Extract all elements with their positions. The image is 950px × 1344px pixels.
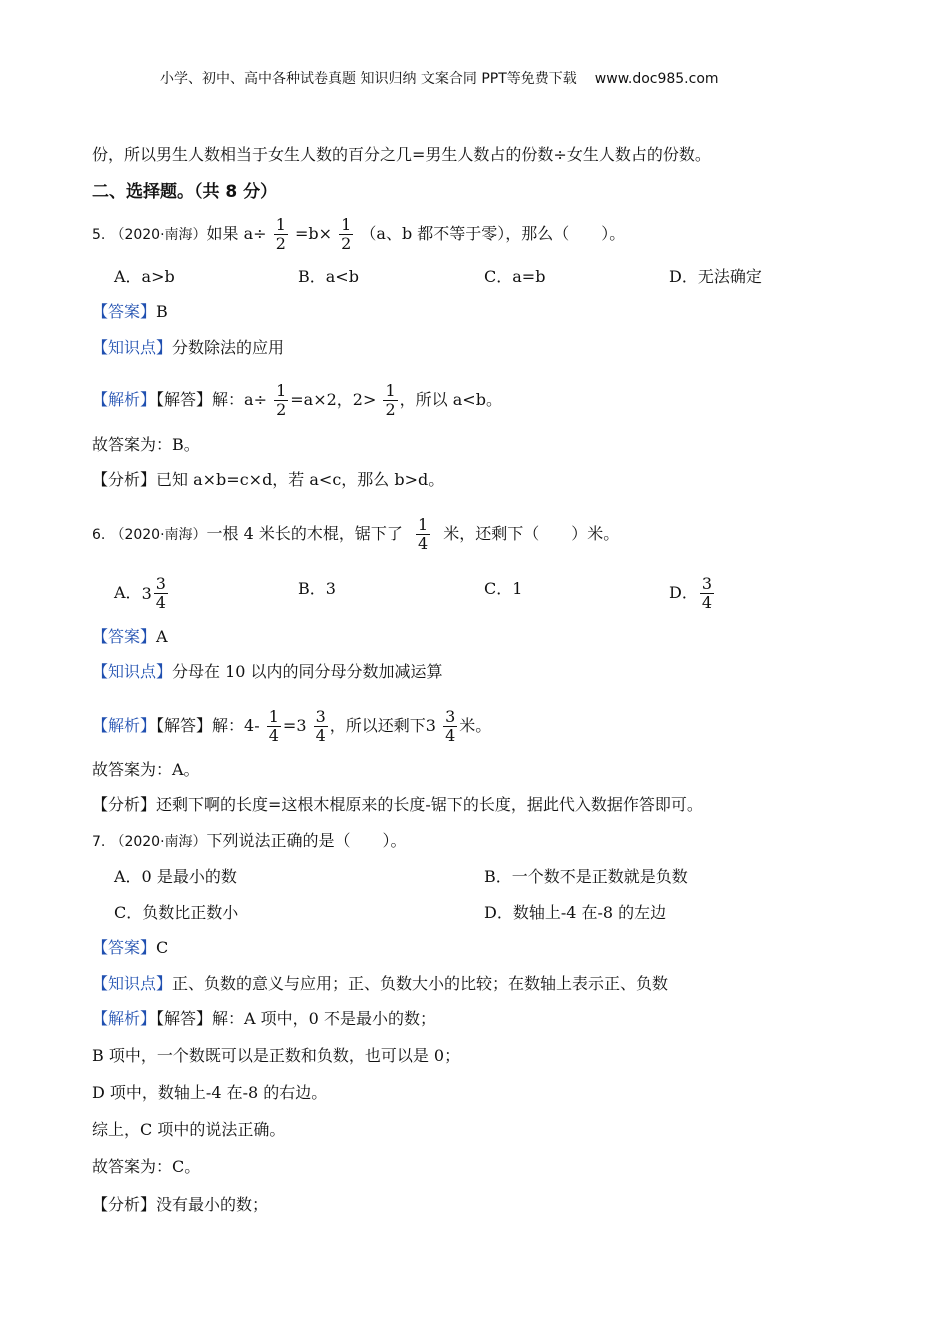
q6-conclusion: 故答案为：A。 (92, 760, 200, 779)
fraction: $\frac{1}{2}$ (385, 381, 396, 419)
fraction: $\frac{3}{4}$ (445, 707, 456, 745)
fraction: $\frac{1}{4}$ (268, 707, 279, 745)
q5-knowledge: 【知识点】分数除法的应用 (92, 338, 285, 357)
q7-option-c: C．负数比正数小 (114, 903, 239, 922)
q7-line-d: D 项中，数轴上-4 在-8 的右边。 (92, 1083, 328, 1102)
q7-knowledge: 【知识点】正、负数的意义与应用；正、负数大小的比较；在数轴上表示正、负数 (92, 974, 669, 993)
q5-option-d: D．无法确定 (669, 267, 762, 286)
q6-option-a: A． 3 $\frac{3}{4}$ (114, 574, 166, 612)
fraction: $\frac{1}{2}$ (341, 215, 352, 253)
q7-line-b: B 项中，一个数既可以是正数和负数，也可以是 0； (92, 1046, 461, 1065)
q6-answer: 【答案】A (92, 627, 168, 646)
q6-option-c: C．1 (484, 579, 523, 598)
q5-answer: 【答案】B (92, 302, 168, 321)
fraction: $\frac{3}{4}$ (155, 574, 166, 612)
q5-option-c: C．a=b (484, 267, 546, 286)
q6-option-b: B．3 (298, 579, 336, 598)
q6-knowledge: 【知识点】分母在 10 以内的同分母分数加减运算 (92, 662, 443, 681)
intro-line: 份，所以男生人数相当于女生人数的百分之几=男生人数占的份数÷女生人数占的份数。 (92, 145, 711, 164)
fraction: $\frac{1}{4}$ (418, 515, 429, 553)
q7-analysis: 【分析】没有最小的数； (92, 1195, 269, 1214)
q7-option-a: A．0 是最小的数 (114, 867, 237, 886)
q6-analysis: 【分析】还剩下啊的长度=这根木棍原来的长度-锯下的长度，据此代入数据作答即可。 (92, 795, 703, 814)
q7-answer: 【答案】C (92, 938, 169, 957)
q7-solution: 【解析】【解答】解：A 项中，0 不是最小的数； (92, 1009, 436, 1028)
q7-option-d: D．数轴上-4 在-8 的左边 (484, 903, 667, 922)
fraction: $\frac{3}{4}$ (315, 707, 326, 745)
q7-summary: 综上，C 项中的说法正确。 (92, 1120, 286, 1139)
q5-analysis: 【分析】已知 a×b=c×d，若 a<c，那么 b>d。 (92, 470, 445, 489)
page-header: 小学、初中、高中各种试卷真题 知识归纳 文案合同 PPT等免费下载 www.doc985.com (160, 71, 719, 87)
q5-conclusion: 故答案为：B。 (92, 435, 200, 454)
q6-stem: 6. （2020·南海）一根 4 米长的木棍，锯下了 $\frac{1}{4}$ 米，还剩下（ ）米。 (92, 515, 620, 553)
q5-stem: 5. （2020·南海）如果 a÷ $\frac{1}{2}$ =b× $\frac{1}{2}$ （a、b 都不等于零），那么（ ）。 (92, 215, 626, 253)
q7-conclusion: 故答案为：C。 (92, 1157, 201, 1176)
q7-stem: 7. （2020·南海）下列说法正确的是（ ）。 (92, 831, 407, 850)
q6-option-d: D． $\frac{3}{4}$ (669, 574, 713, 612)
q5-option-a: A．a>b (114, 267, 175, 286)
q5-option-b: B．a<b (298, 267, 359, 286)
section-title: 二、选择题。（共 8 分） (92, 182, 278, 202)
q7-option-b: B．一个数不是正数就是负数 (484, 867, 688, 886)
fraction: $\frac{1}{2}$ (276, 381, 287, 419)
fraction: $\frac{1}{2}$ (275, 215, 286, 253)
q6-solution: 【解析】【解答】解：4- $\frac{1}{4}$ =3 $\frac{3}{4}$ ，所以还剩下3 $\frac{3}{4}$ 米。 (92, 707, 492, 745)
q5-solution: 【解析】【解答】解：a÷ $\frac{1}{2}$ =a×2，2> $\frac{1}{2}$ ，所以 a<b。 (92, 381, 502, 419)
header-site: www.doc985.com (594, 71, 719, 87)
fraction: $\frac{3}{4}$ (701, 574, 713, 612)
